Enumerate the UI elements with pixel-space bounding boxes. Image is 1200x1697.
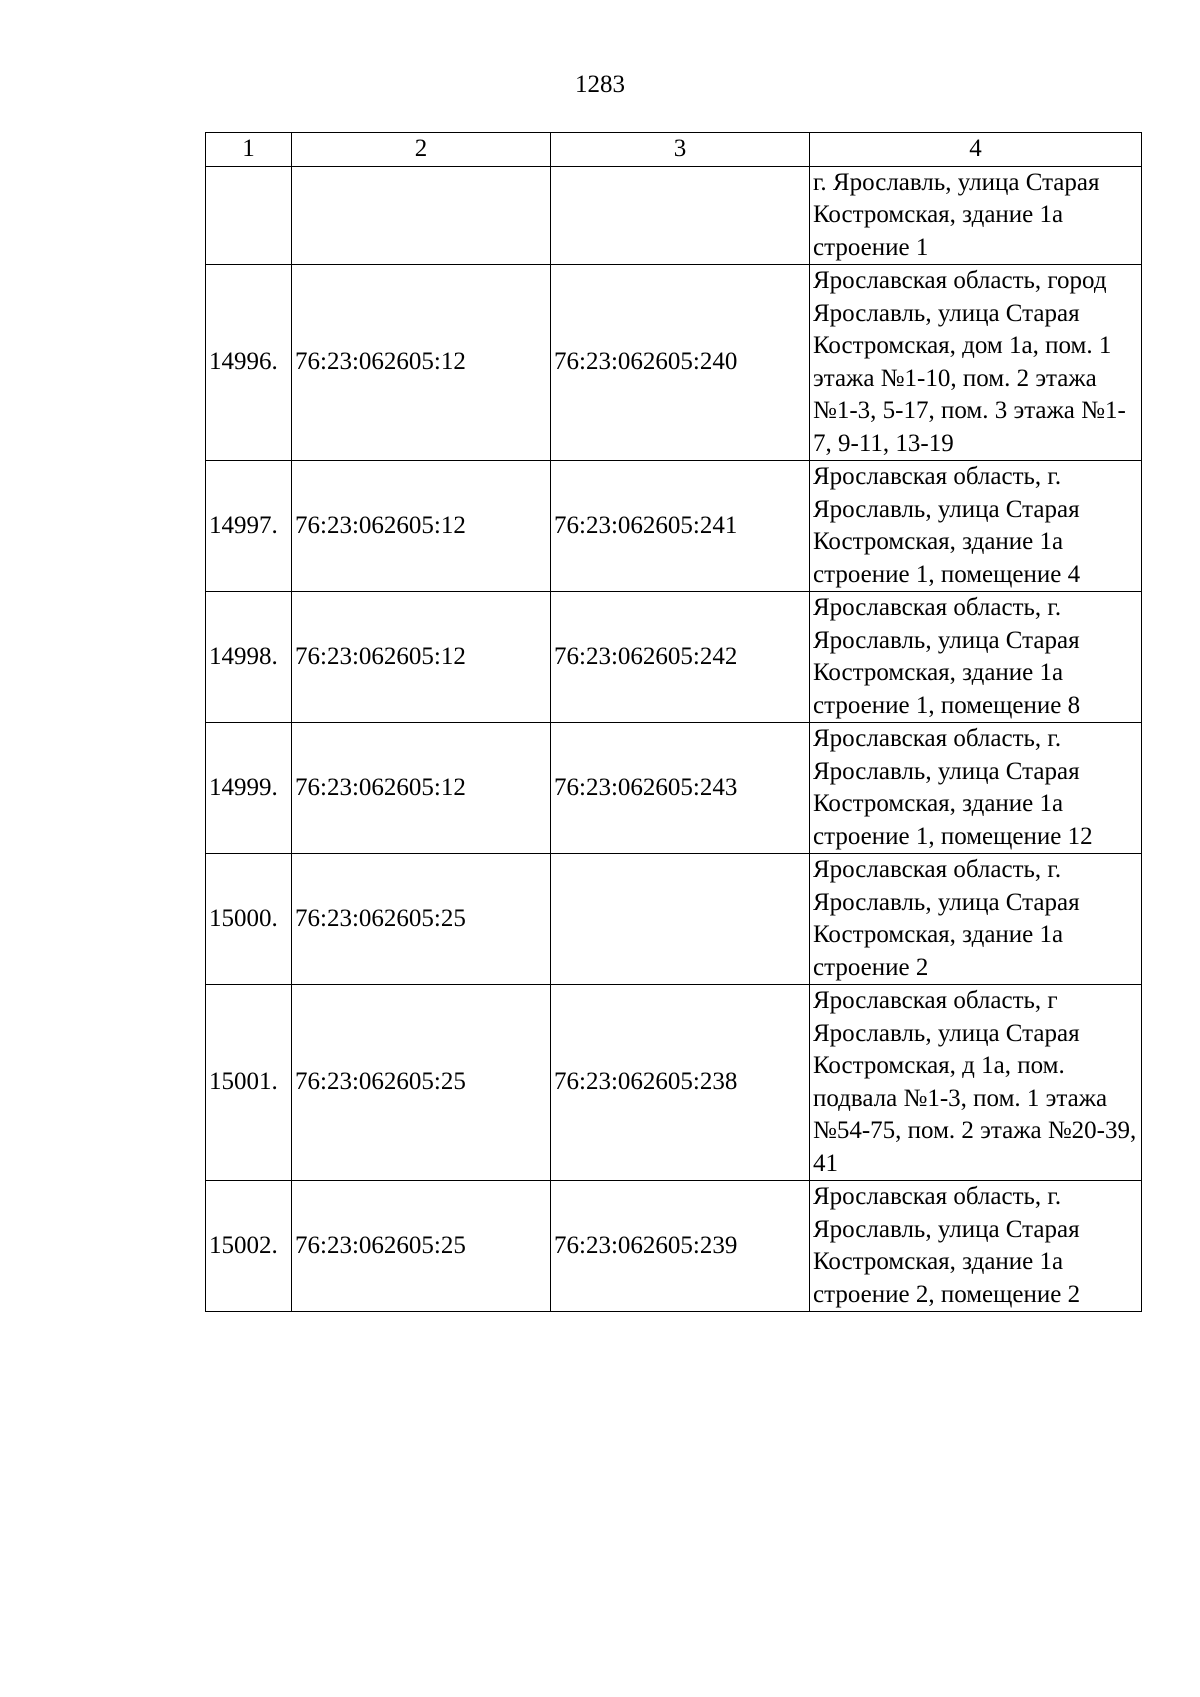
object-address: Ярославская область, г Ярославль, улица Старая Костромская, д 1а, пом. подвала №1-3, пом. 1 этажа №54-75, пом. 2 этажа №20-39, 41 (810, 985, 1142, 1181)
parcel-cadastral-number: 76:23:062605:12 (292, 592, 551, 723)
row-number: 14997. (206, 461, 292, 592)
object-cadastral-number: 76:23:062605:242 (551, 592, 810, 723)
column-header-2: 2 (292, 133, 551, 167)
parcel-cadastral-number: 76:23:062605:25 (292, 854, 551, 985)
row-number: 15002. (206, 1181, 292, 1312)
row-number: 15000. (206, 854, 292, 985)
row-number: 14999. (206, 723, 292, 854)
table-row (206, 854, 1142, 985)
column-header-3: 3 (551, 133, 810, 167)
table-header-row (206, 133, 1142, 167)
object-cadastral-number: 76:23:062605:243 (551, 723, 810, 854)
parcel-cadastral-number: 76:23:062605:12 (292, 723, 551, 854)
row-number: 14998. (206, 592, 292, 723)
object-cadastral-number (551, 166, 810, 265)
object-address: Ярославская область, г. Ярославль, улица Старая Костромская, здание 1а строение 2 (810, 854, 1142, 985)
object-address: Ярославская область, г. Ярославль, улица Старая Костромская, здание 1а строение 1, помещение 8 (810, 592, 1142, 723)
object-address: Ярославская область, г. Ярославль, улица Старая Костромская, здание 1а строение 1, помещение 12 (810, 723, 1142, 854)
object-address: Ярославская область, г. Ярославль, улица Старая Костромская, здание 1а строение 1, помещение 4 (810, 461, 1142, 592)
registry-table (205, 132, 1142, 1312)
object-cadastral-number (551, 854, 810, 985)
row-number (206, 166, 292, 265)
table-row (206, 723, 1142, 854)
row-number: 15001. (206, 985, 292, 1181)
object-cadastral-number: 76:23:062605:240 (551, 265, 810, 461)
parcel-cadastral-number: 76:23:062605:25 (292, 985, 551, 1181)
object-address: Ярославская область, город Ярославль, улица Старая Костромская, дом 1а, пом. 1 этажа №1-10, пом. 2 этажа №1-3, 5-17, пом. 3 этажа №1-7, 9-11, 13-19 (810, 265, 1142, 461)
object-address: г. Ярославль, улица Старая Костромская, здание 1а строение 1 (810, 166, 1142, 265)
object-cadastral-number: 76:23:062605:238 (551, 985, 810, 1181)
page-number: 1283 (575, 71, 625, 98)
object-cadastral-number: 76:23:062605:241 (551, 461, 810, 592)
column-header-1: 1 (206, 133, 292, 167)
table-row (206, 166, 1142, 265)
table-row (206, 592, 1142, 723)
parcel-cadastral-number: 76:23:062605:25 (292, 1181, 551, 1312)
table-row (206, 985, 1142, 1181)
parcel-cadastral-number: 76:23:062605:12 (292, 265, 551, 461)
table-row (206, 265, 1142, 461)
row-number: 14996. (206, 265, 292, 461)
object-address: Ярославская область, г. Ярославль, улица Старая Костромская, здание 1а строение 2, помещение 2 (810, 1181, 1142, 1312)
parcel-cadastral-number (292, 166, 551, 265)
table-row (206, 1181, 1142, 1312)
object-cadastral-number: 76:23:062605:239 (551, 1181, 810, 1312)
table-row (206, 461, 1142, 592)
parcel-cadastral-number: 76:23:062605:12 (292, 461, 551, 592)
column-header-4: 4 (810, 133, 1142, 167)
